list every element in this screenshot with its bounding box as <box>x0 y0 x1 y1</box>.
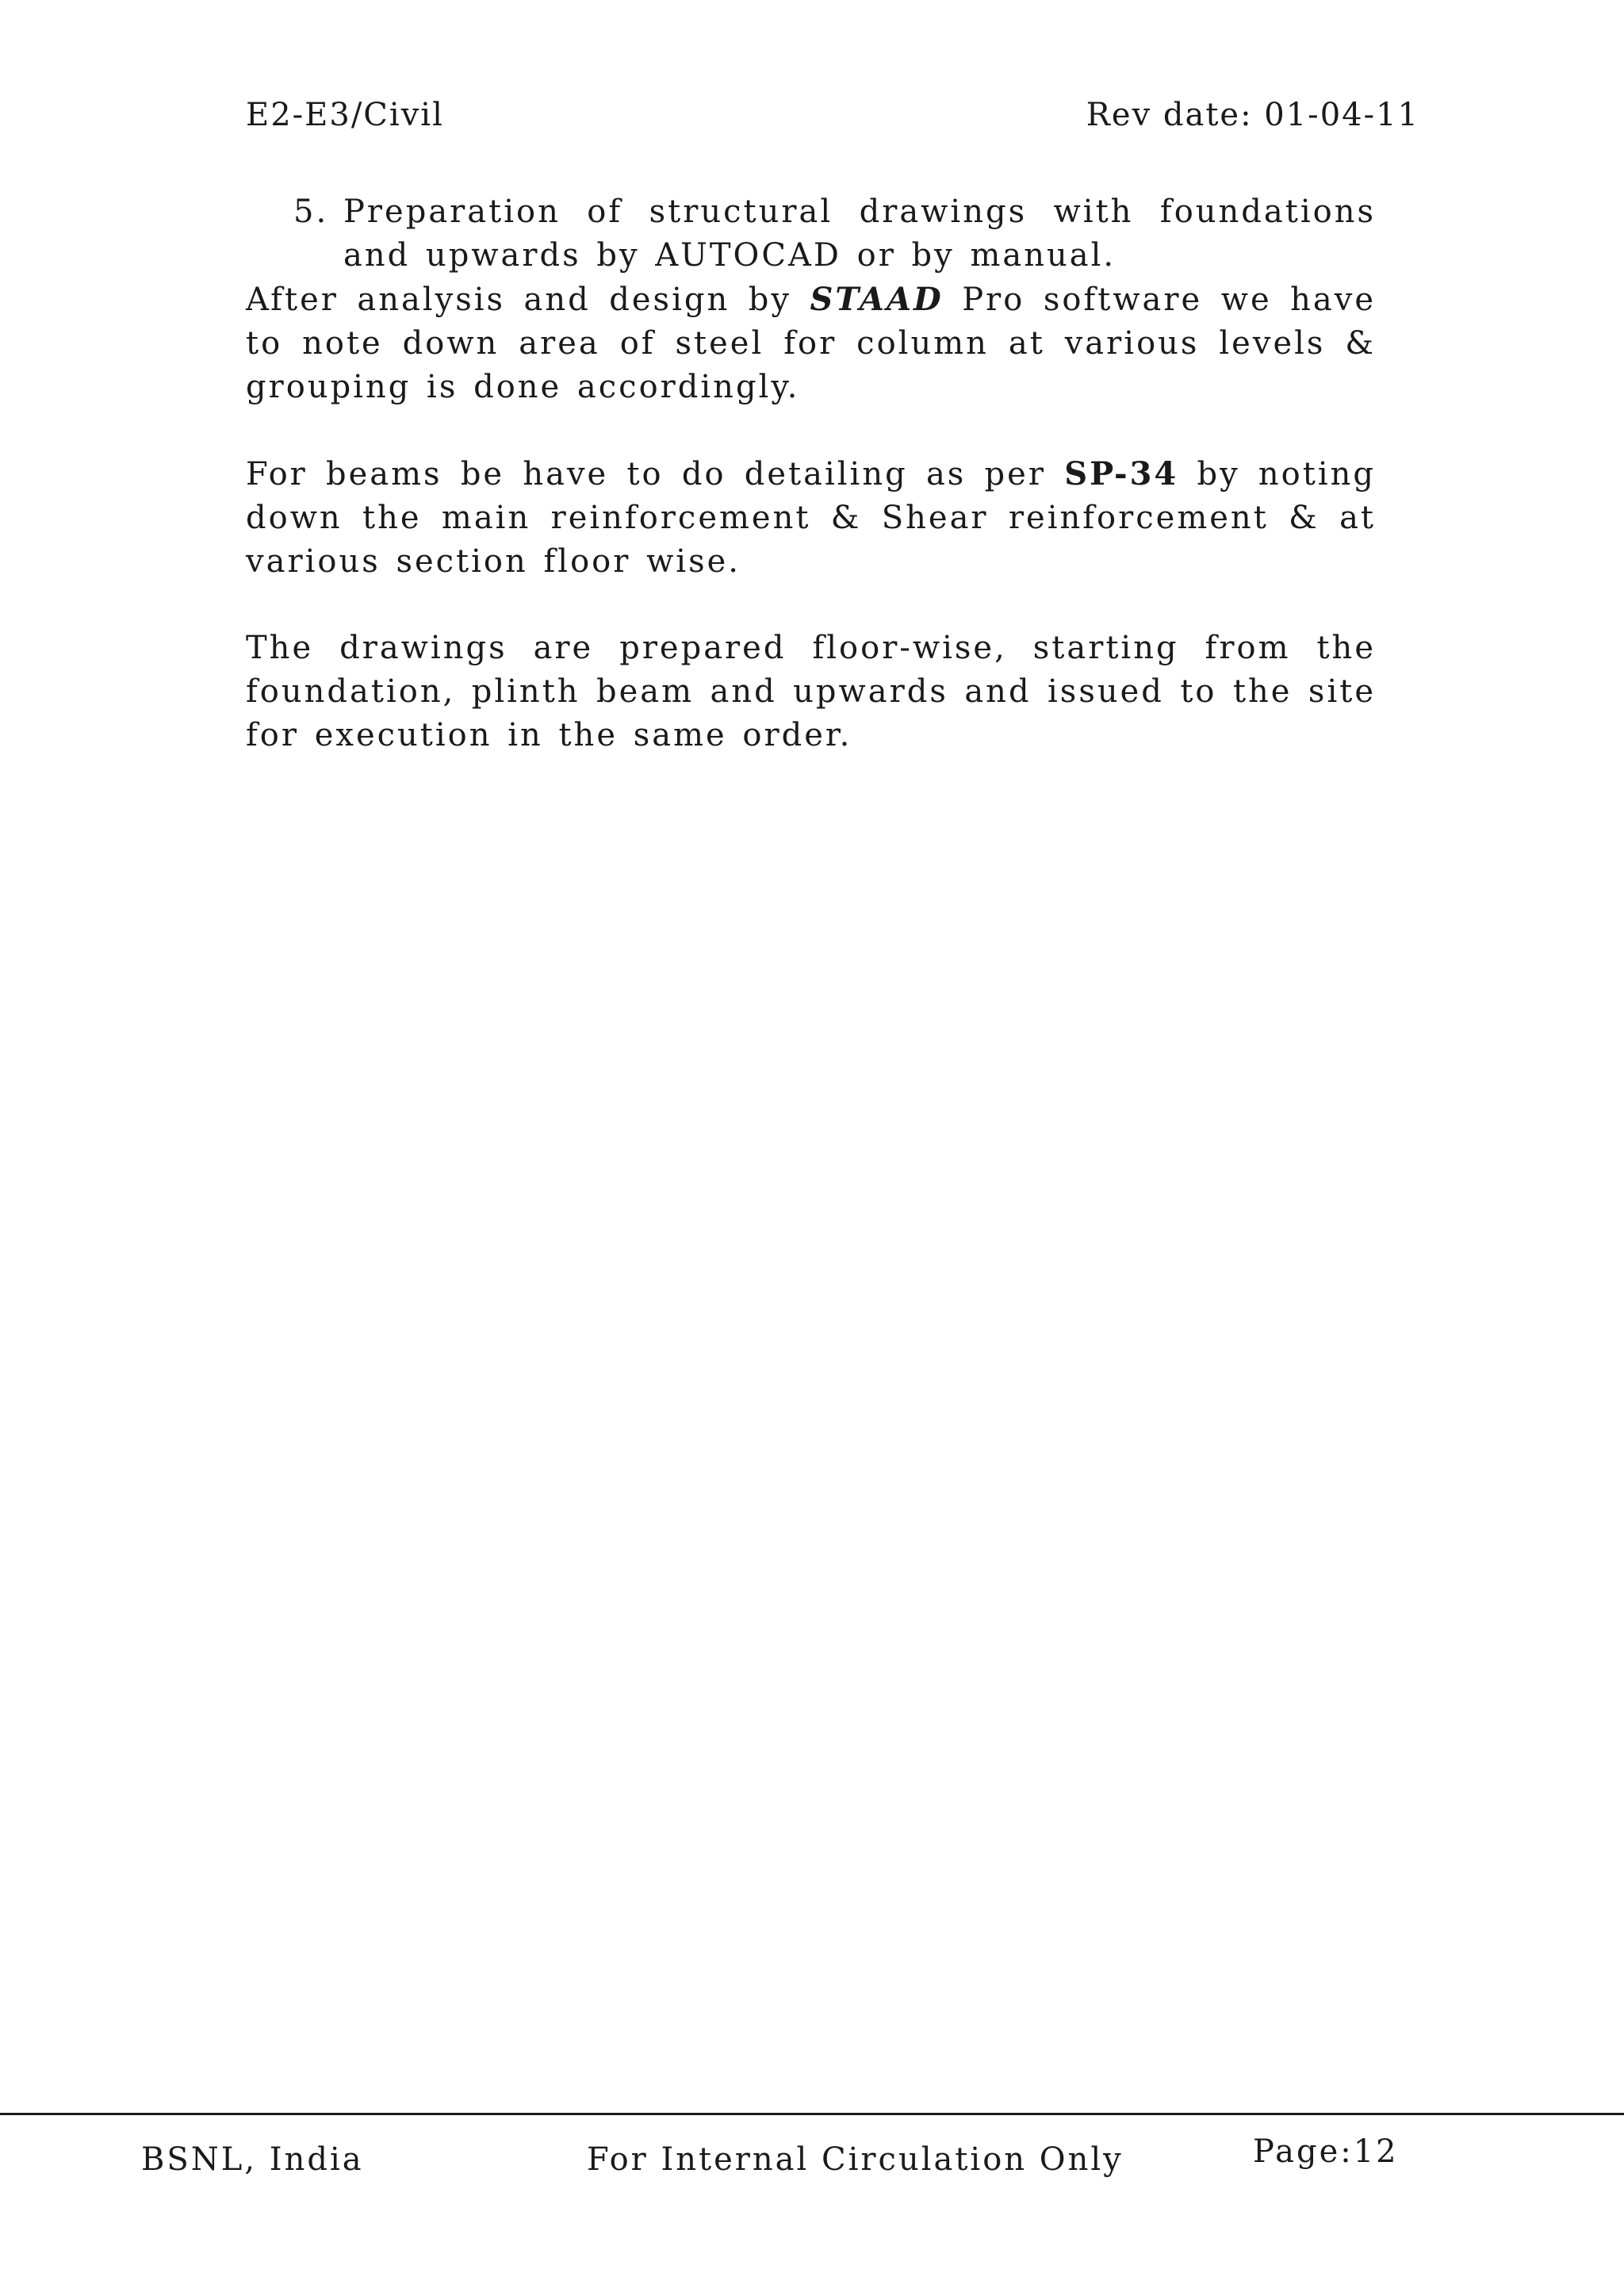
paragraph-beam-detailing <box>246 452 1376 584</box>
paragraph-text: For beams be have to do detailing as per <box>246 456 1065 493</box>
paragraph-text: After analysis and design by <box>246 282 810 318</box>
page-footer <box>0 2133 1624 2181</box>
paragraph-text: by noting down the main reinforcement & Shear reinforcement & at various section floor wise. <box>246 456 1376 580</box>
footer-organization: BSNL, India <box>141 2141 364 2178</box>
list-item-text: Preparation of structural drawings with foundations and upwards by AUTOCAD or by manual. <box>343 194 1376 274</box>
header-revision-date: Rev date: 01-04-11 <box>1086 97 1419 133</box>
paragraph-text: Pro software we have to note down area of steel for column at various levels & grouping is done accordingly. <box>246 282 1376 405</box>
paragraph-staad-analysis <box>246 278 1376 409</box>
page-body <box>246 190 1376 789</box>
paragraph-text: The drawings are prepared floor-wise, starting from the foundation, plinth beam and upwards and issued to the site for execution in the same order. <box>246 630 1376 753</box>
header-document-code: E2-E3/Civil <box>246 97 444 133</box>
page-header <box>246 97 1419 136</box>
footer-circulation-note: For Internal Circulation Only <box>587 2141 1124 2178</box>
emphasis-code-reference: SP-34 <box>1064 455 1179 493</box>
footer-page-number: Page:12 <box>1253 2133 1399 2170</box>
emphasis-software-name: STAAD <box>810 281 944 318</box>
list-item-number: 5. <box>293 194 329 230</box>
footer-divider <box>0 2113 1624 2115</box>
list-item <box>246 190 1376 278</box>
paragraph-drawings-order <box>246 627 1376 757</box>
